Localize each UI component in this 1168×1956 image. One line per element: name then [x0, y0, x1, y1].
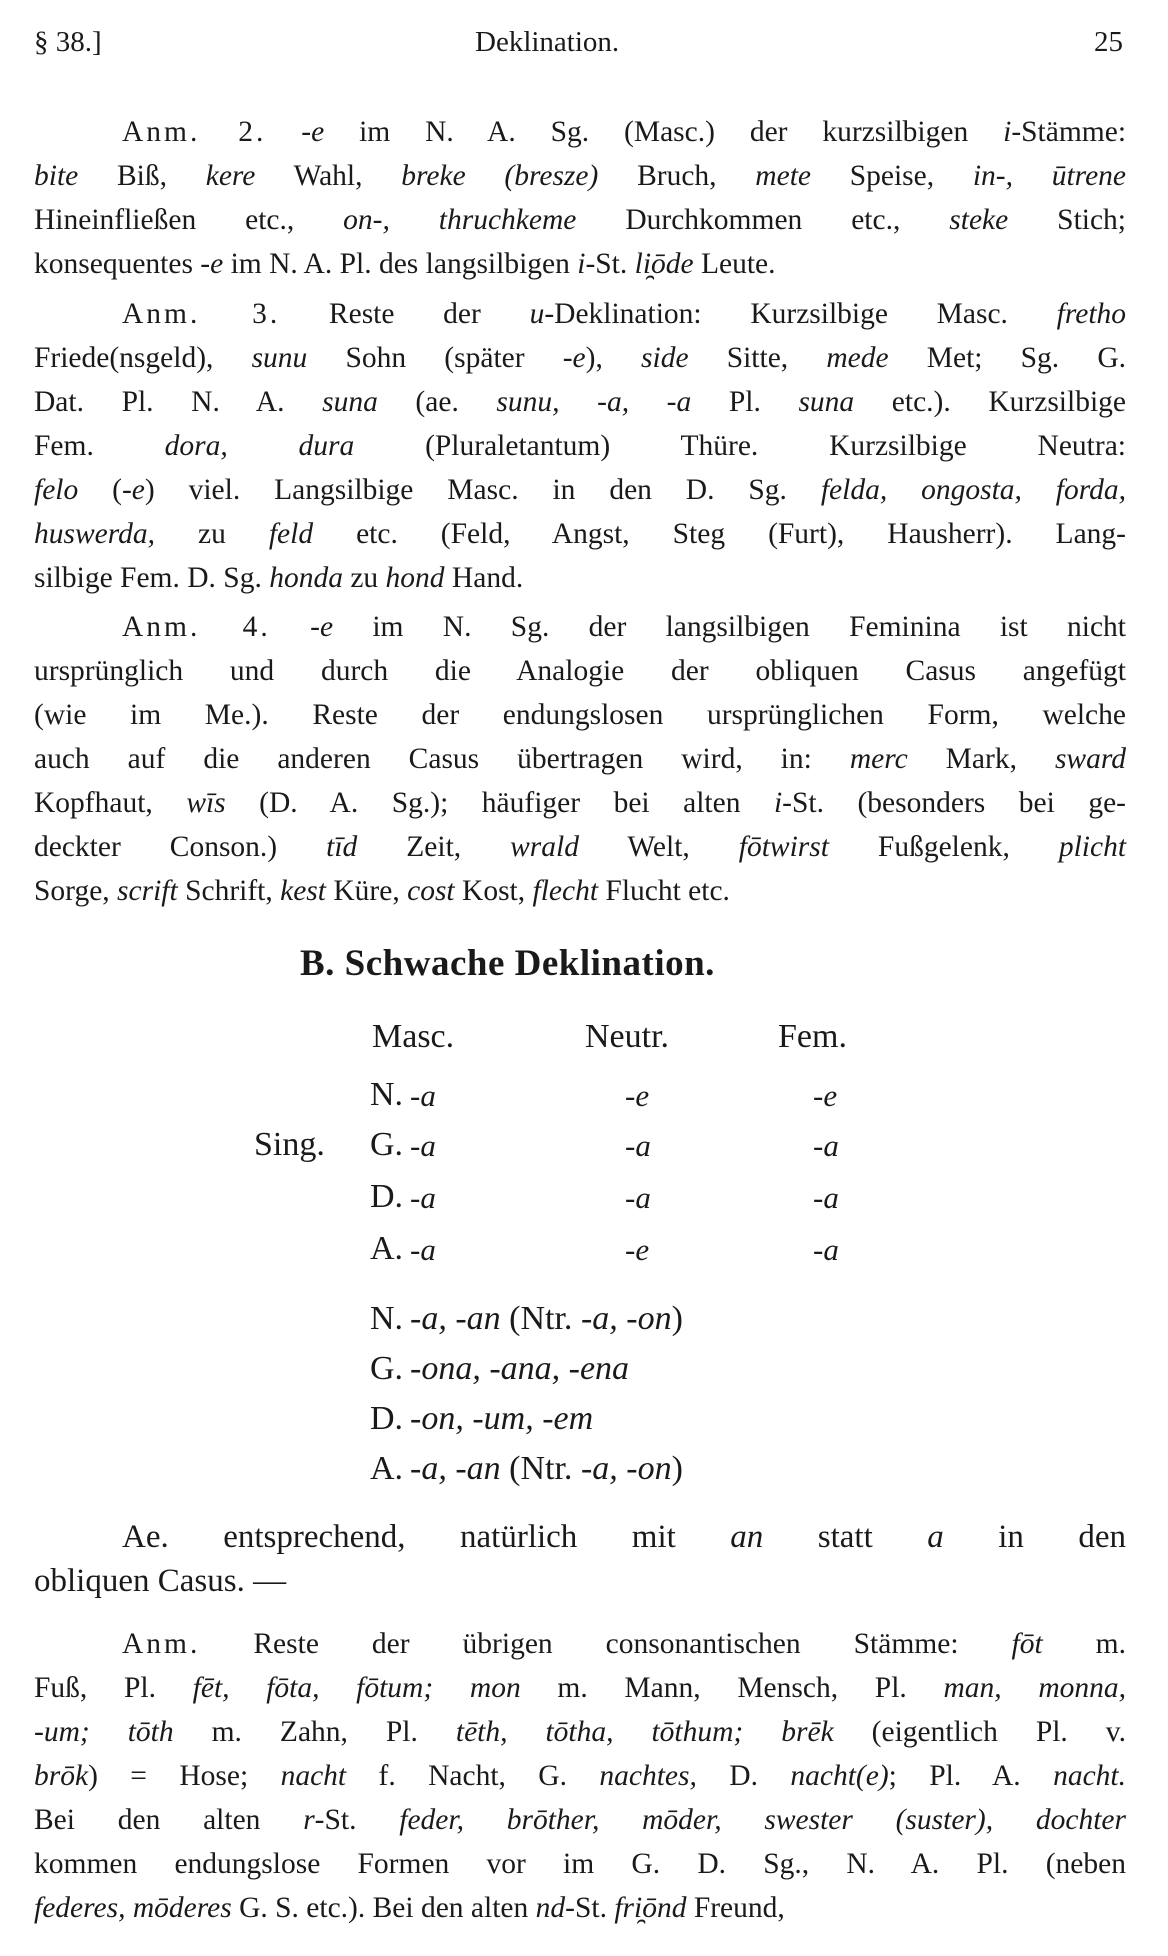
italic-word: scrift	[117, 875, 178, 907]
italic-word: fretho	[1056, 298, 1127, 330]
column-header-fem: Fem.	[778, 1018, 847, 1055]
italic-word: nacht.	[1053, 1760, 1126, 1792]
text-run: (Pluraletantum) Thüre. Kurzsilbige Neutra:	[354, 430, 1126, 462]
text-line	[34, 1516, 1126, 1560]
text-line	[34, 1886, 1126, 1930]
text-run: -Deklination: Kurzsilbige Masc.	[544, 298, 1057, 330]
text-run: (wie im Me.). Reste der endungslosen ursprünglichen Form, welche	[34, 699, 1126, 731]
text-line	[34, 336, 1126, 380]
italic-word: -on, -um, -em	[410, 1400, 594, 1437]
text-run: ; Pl. A.	[888, 1760, 1054, 1792]
singular-fem-cell: -a	[813, 1128, 839, 1163]
text-run: Bruch,	[598, 160, 756, 192]
italic-word: steke	[949, 204, 1009, 236]
text-run: f. Nacht, G.	[346, 1760, 600, 1792]
text-run: Dat. Pl. N. A.	[34, 386, 323, 418]
italic-word: plicht	[1058, 831, 1127, 863]
text-run: Bei den alten	[34, 1804, 304, 1836]
text-run: -St.	[314, 1804, 400, 1836]
italic-word: felda, ongosta, forda,	[820, 474, 1126, 506]
text-run: statt	[763, 1519, 928, 1555]
italic-word: -um;	[34, 1716, 90, 1748]
italic-word: huswerda,	[34, 518, 156, 550]
text-run: Schrift,	[177, 875, 281, 907]
text-run: -St.	[585, 248, 635, 280]
text-run: Pl.	[691, 386, 799, 418]
italic-word: hond	[385, 562, 445, 594]
text-run: Fuß, Pl.	[34, 1672, 193, 1704]
italic-word: sward	[1054, 743, 1126, 775]
text-line	[34, 605, 1126, 649]
italic-word: cost	[407, 875, 455, 907]
italic-word: feder, brōther, mōder, swester (suster), dochter	[399, 1804, 1126, 1836]
text-run: kommen endungslose Formen vor im G. D. Sg., N. A. Pl. (neben	[34, 1848, 1126, 1880]
italic-word: suna	[798, 386, 855, 418]
text-run	[90, 1716, 128, 1748]
text-run	[433, 1672, 470, 1704]
plural-case-label: N.	[370, 1300, 404, 1337]
italic-word: brēk	[781, 1716, 834, 1748]
italic-word: kere	[205, 160, 256, 192]
text-run: Anm. 2.	[122, 116, 267, 148]
text-run: Anm. 3.	[122, 298, 281, 330]
italic-word: a	[927, 1519, 944, 1555]
text-run: Sitte,	[688, 342, 827, 374]
singular-case-cell: A.	[370, 1230, 404, 1267]
text-line	[34, 468, 1126, 512]
text-run: Speise,	[810, 160, 973, 192]
italic-word: e	[131, 474, 145, 506]
section-reference: § 38.]	[34, 26, 102, 58]
singular-masc-cell: -a	[410, 1128, 436, 1163]
text-run: ),	[585, 342, 642, 374]
italic-word: sunu, -a, -a	[496, 386, 692, 418]
singular-case-cell: G.	[370, 1126, 404, 1163]
text-run: deckter Conson.)	[34, 831, 327, 863]
plural-forms	[410, 1300, 683, 1338]
text-run: auch auf die anderen Casus übertragen wird, in:	[34, 743, 850, 775]
text-run: Zeit,	[357, 831, 511, 863]
text-run: m. Zahn, Pl.	[173, 1716, 456, 1748]
text-line	[34, 110, 1126, 154]
italic-word: suna	[322, 386, 378, 418]
italic-word: nacht(e)	[790, 1760, 889, 1792]
text-run: Wahl,	[255, 160, 402, 192]
italic-word: mon	[469, 1672, 521, 1704]
text-run: in den	[943, 1519, 1126, 1555]
text-line	[34, 1754, 1126, 1798]
text-run: silbige Fem. D. Sg.	[34, 562, 270, 594]
text-line	[34, 1710, 1126, 1754]
text-run: -St.	[565, 1892, 615, 1924]
italic-word: feld	[268, 518, 314, 550]
column-header-masc: Masc.	[372, 1018, 455, 1055]
text-run: )	[671, 1300, 683, 1337]
italic-word: an	[730, 1519, 764, 1555]
italic-word: in-, ūtrene	[972, 160, 1127, 192]
text-line	[34, 1842, 1126, 1886]
text-line	[34, 512, 1126, 556]
text-run: G. S. etc.). Bei den alten	[231, 1892, 536, 1924]
italic-word: u	[529, 298, 545, 330]
singular-neutr-cell: -e	[625, 1232, 650, 1267]
italic-word: e	[319, 611, 334, 643]
italic-word: e	[572, 342, 586, 374]
plural-forms	[410, 1400, 593, 1438]
italic-word: li̯ōde	[634, 248, 694, 280]
note-anm-4	[34, 605, 1126, 913]
italic-word: fēt, fōta, fōtum;	[192, 1672, 434, 1704]
text-run: ) = Hose;	[88, 1760, 281, 1792]
note-anm-consonant-stems	[34, 1622, 1126, 1930]
text-run: Biß,	[78, 160, 206, 192]
italic-word: i	[577, 248, 586, 280]
text-line	[34, 380, 1126, 424]
page-number: 25	[1094, 26, 1123, 58]
italic-word: kest	[280, 875, 326, 907]
italic-word: mete	[755, 160, 811, 192]
singular-label: Sing.	[254, 1126, 325, 1163]
italic-word: i	[773, 787, 783, 819]
italic-word: fōt	[1011, 1628, 1043, 1660]
text-run: (-	[78, 474, 132, 506]
text-run: etc. (Feld, Angst, Steg (Furt), Hausherr). Lang-	[313, 518, 1126, 550]
plural-case-label: G.	[370, 1350, 404, 1387]
text-line	[34, 1666, 1126, 1710]
italic-word: merc	[849, 743, 908, 775]
italic-word: honda	[269, 562, 343, 594]
text-run: ursprünglich und durch die Analogie der obliquen Casus angefügt	[34, 655, 1126, 687]
text-run: Sohn (später -	[307, 342, 573, 374]
text-run: zu	[155, 518, 269, 550]
singular-neutr-cell: -e	[625, 1078, 650, 1113]
text-run: Stich;	[1008, 204, 1126, 236]
plural-forms	[410, 1350, 629, 1388]
singular-fem-cell: -a	[813, 1180, 839, 1215]
italic-word: breke (bresze)	[401, 160, 599, 192]
section-heading: B. Schwache Deklination.	[300, 943, 715, 984]
italic-word: e	[311, 116, 325, 148]
text-run: Fem.	[34, 430, 165, 462]
text-run: )	[671, 1450, 683, 1487]
text-run: Met; Sg. G.	[888, 342, 1127, 374]
italic-word: on-, thruchkeme	[343, 204, 577, 236]
note-anm-3	[34, 292, 1126, 600]
italic-word: tēth, tōtha, tōthum;	[455, 1716, 744, 1748]
text-run: im N. Sg. der langsilbigen Feminina ist nicht	[333, 611, 1127, 643]
italic-word: r	[303, 1804, 315, 1836]
text-run: zu	[342, 562, 386, 594]
italic-word: felo	[34, 474, 79, 506]
text-line	[34, 424, 1126, 468]
italic-word: tōth	[127, 1716, 174, 1748]
italic-word: nachtes,	[599, 1760, 697, 1792]
text-run: Kopfhaut,	[34, 787, 187, 819]
singular-masc-cell: -a	[410, 1232, 436, 1267]
italic-word: i	[1003, 116, 1012, 148]
italic-word: fri̯ōnd	[614, 1892, 687, 1924]
text-run: Anm. 4.	[122, 611, 271, 643]
text-run: Durchkommen etc.,	[576, 204, 950, 236]
italic-word: federes, mōderes	[34, 1892, 232, 1924]
singular-fem-cell: -e	[813, 1078, 838, 1113]
text-line	[34, 737, 1126, 781]
text-run: Freund,	[686, 1892, 785, 1924]
text-line	[34, 154, 1126, 198]
plural-case-label: D.	[370, 1400, 404, 1437]
plural-case-label: A.	[370, 1450, 404, 1487]
italic-word: wīs	[186, 787, 226, 819]
text-run: Mark,	[907, 743, 1055, 775]
text-line	[34, 693, 1126, 737]
italic-word: -a, -an	[410, 1450, 501, 1487]
text-run: Kost,	[454, 875, 533, 907]
text-run: (eigentlich Pl. v.	[833, 1716, 1126, 1748]
text-run: Anm.	[122, 1628, 201, 1660]
column-header-neutr: Neutr.	[585, 1018, 670, 1055]
italic-word: brōk	[34, 1760, 89, 1792]
text-run: Friede(nsgeld),	[34, 342, 252, 374]
italic-word: fōtwirst	[738, 831, 829, 863]
text-run: (Ntr.	[500, 1450, 581, 1487]
text-run: Sorge,	[34, 875, 118, 907]
text-run: obliquen Casus. —	[34, 1563, 287, 1599]
text-run: -Stämme:	[1011, 116, 1127, 148]
plural-forms	[410, 1450, 683, 1488]
text-run: -St. (besonders bei ge-	[782, 787, 1126, 819]
singular-case-cell: N.	[370, 1076, 404, 1113]
text-run: -	[270, 611, 320, 643]
text-run: etc.). Kurzsilbige	[854, 386, 1126, 418]
text-run: (D. A. Sg.); häufiger bei alten	[225, 787, 774, 819]
text-run: Küre,	[326, 875, 408, 907]
italic-word: mede	[826, 342, 889, 374]
text-run: Hand.	[444, 562, 524, 594]
text-run: Ae. entsprechend, natürlich mit	[122, 1519, 731, 1555]
text-line	[34, 781, 1126, 825]
text-run: Reste der übrigen consonantischen Stämme:	[200, 1628, 1012, 1660]
text-line	[34, 1560, 1126, 1604]
text-line	[34, 198, 1126, 242]
italic-word: bite	[34, 160, 79, 192]
italic-word: -a, -on	[580, 1300, 672, 1337]
running-title: Deklination.	[475, 26, 620, 58]
text-run: Leute.	[693, 248, 776, 280]
italic-word: e	[210, 248, 224, 280]
text-run: Reste der	[280, 298, 530, 330]
italic-word: -a, -an	[410, 1300, 501, 1337]
singular-neutr-cell: -a	[625, 1180, 651, 1215]
text-run: im N. A. Sg. (Masc.) der kurzsilbigen	[324, 116, 1004, 148]
text-run: (ae.	[377, 386, 497, 418]
text-run: Welt,	[578, 831, 739, 863]
text-line	[34, 649, 1126, 693]
singular-fem-cell: -a	[813, 1232, 839, 1267]
italic-word: dora, dura	[164, 430, 355, 462]
text-line	[34, 869, 1126, 913]
text-line	[34, 292, 1126, 336]
text-line	[34, 242, 1126, 286]
italic-word: nd	[535, 1892, 566, 1924]
italic-word: flecht	[532, 875, 599, 907]
italic-word: -a, -on	[580, 1450, 672, 1487]
italic-word: nacht	[280, 1760, 347, 1792]
text-run: konsequentes -	[34, 248, 211, 280]
text-run: (Ntr.	[500, 1300, 581, 1337]
text-run: Fußgelenk,	[828, 831, 1059, 863]
italic-word: man, monna,	[943, 1672, 1127, 1704]
text-line	[34, 1798, 1126, 1842]
singular-masc-cell: -a	[410, 1078, 436, 1113]
ae-note	[34, 1516, 1126, 1604]
text-run: -	[266, 116, 312, 148]
text-line	[34, 825, 1126, 869]
italic-word: side	[641, 342, 689, 374]
text-run: Flucht etc.	[598, 875, 730, 907]
text-line	[34, 1622, 1126, 1666]
text-line	[34, 556, 1126, 600]
text-run: ) viel. Langsilbige Masc. in den D. Sg.	[144, 474, 821, 506]
italic-word: tīd	[326, 831, 358, 863]
italic-word: sunu	[251, 342, 308, 374]
text-run	[743, 1716, 781, 1748]
text-run: Hineinfließen etc.,	[34, 204, 344, 236]
italic-word: -ona, -ana, -ena	[410, 1350, 630, 1387]
note-anm-2	[34, 110, 1126, 286]
italic-word: wrald	[510, 831, 579, 863]
text-run: m. Mann, Mensch, Pl.	[520, 1672, 944, 1704]
singular-neutr-cell: -a	[625, 1128, 651, 1163]
text-run: D.	[696, 1760, 791, 1792]
singular-case-cell: D.	[370, 1178, 404, 1215]
singular-masc-cell: -a	[410, 1180, 436, 1215]
text-run: m.	[1042, 1628, 1126, 1660]
text-run: im N. A. Pl. des langsilbigen	[223, 248, 578, 280]
